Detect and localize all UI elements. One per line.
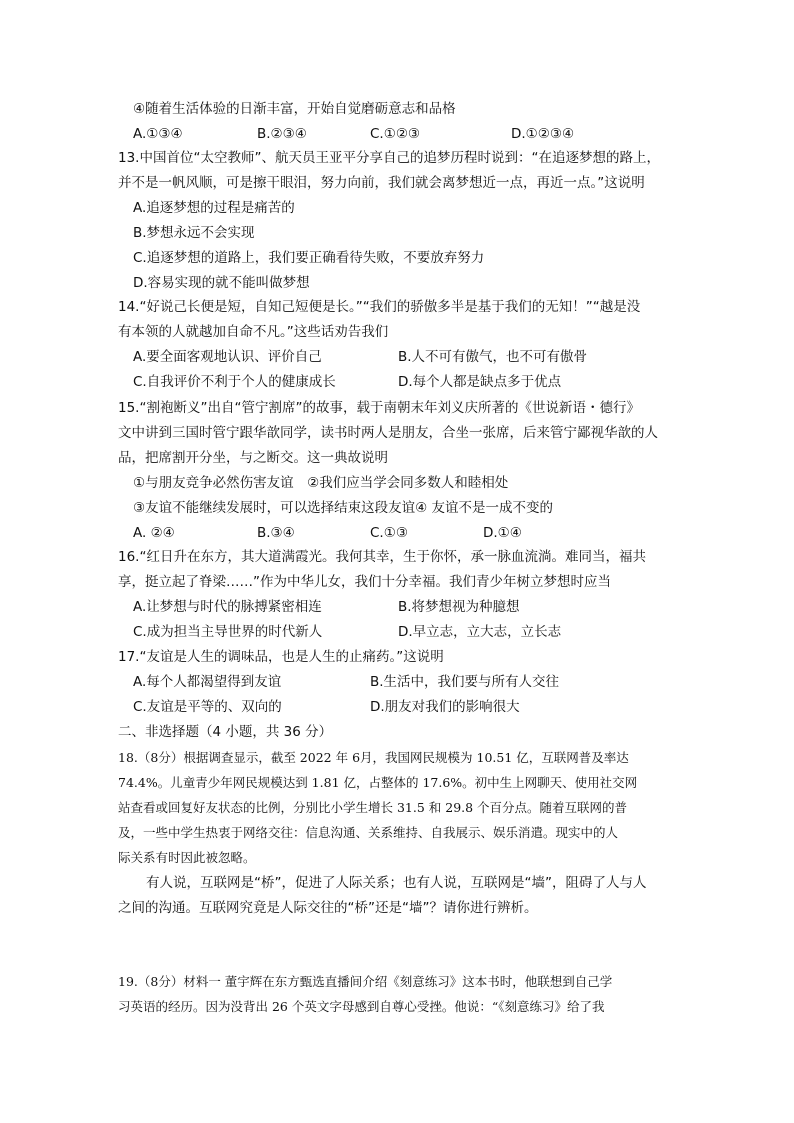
q15-stem-line: 文中讲到三国时管宁跟华歆同学，读书时两人是朋友，合坐一张席，后来管宁鄙视华歆的人	[118, 425, 658, 441]
q18-question-line: 有人说，互联网是“桥”，促进了人际关系；也有人说，互联网是“墙”，阻碍了人与人	[146, 875, 647, 891]
section-2-title: 二、非选择题（4 小题，共 36 分）	[118, 724, 333, 740]
q13-stem-line: 13.中国首位“太空教师”、航天员王亚平分享自己的追梦历程时说到：“在追逐梦想的路上，	[118, 150, 660, 166]
q15-items-line: ③友谊不能继续发展时，可以选择结束这段友谊④ 友谊不是一成不变的	[133, 500, 553, 516]
q16-stem-line: 16.“红日升在东方，其大道满霞光。我何其幸，生于你怀，承一脉血流淌。难同当，福共	[118, 549, 646, 565]
q17-option-c: C.友谊是平等的、双向的	[133, 699, 282, 715]
q13-option-c: C.追逐梦想的道路上，我们要正确看待失败，不要放弃努力	[133, 250, 485, 266]
q14-option-a: A.要全面客观地认识、评价自己	[133, 349, 322, 365]
q16-option-c: C.成为担当主导世界的时代新人	[133, 624, 323, 640]
q12-item-4: ④随着生活体验的日渐丰富，开始自觉磨砺意志和品格	[133, 101, 456, 117]
q16-option-a: A.让梦想与时代的脉搏紧密相连	[133, 599, 322, 615]
q17-stem: 17.“友谊是人生的调味品，也是人生的止痛药。”这说明	[118, 649, 444, 665]
q18-material-line: 及，一些中学生热衷于网络交往：信息沟通、关系维持、自我展示、娱乐消遣。现实中的人	[118, 825, 619, 840]
q16-option-b: B.将梦想视为种臆想	[398, 599, 520, 615]
q13-option-b: B.梦想永远不会实现	[133, 225, 255, 241]
q14-option-c: C.自我评价不利于个人的健康成长	[133, 374, 336, 390]
q15-option-c: C.①③	[370, 525, 408, 541]
q13-option-a: A.追逐梦想的过程是痛苦的	[133, 200, 295, 216]
q17-option-a: A.每个人都渴望得到友谊	[133, 674, 282, 690]
q14-stem-line: 14.“好说己长便是短，自知己短便是长。”“我们的骄傲多半是基于我们的无知！”“越是没	[118, 299, 641, 315]
q17-option-b: B.生活中，我们要与所有人交往	[370, 674, 560, 690]
q15-option-b: B.③④	[257, 525, 295, 541]
q15-stem-line: 15.“割袍断义”出自“管宁割席”的故事，载于南朝末年刘义庆所著的《世说新语・德行》	[118, 400, 640, 416]
q18-question-line: 之间的沟通。互联网究竟是人际交往的“桥”还是“墙”？请你进行辨析。	[118, 900, 538, 916]
q19-material-line: 19.（8分）材料一 董宇辉在东方甄选直播间介绍《刻意练习》这本书时，他联想到自己学	[118, 974, 613, 989]
q12-option-c: C.①②③	[370, 126, 421, 142]
q14-option-d: D.每个人都是缺点多于优点	[398, 374, 562, 390]
q13-stem-line: 并不是一帆风顺，可是擦干眼泪，努力向前，我们就会离梦想近一点，再近一点。”这说明	[118, 175, 645, 191]
q14-option-b: B.人不可有傲气，也不可有傲骨	[398, 349, 588, 365]
q18-material-line: 18.（8分）根据调查显示，截至 2022 年 6月，我国网民规模为 10.51 亿，互联网普及率达	[118, 750, 629, 765]
q15-stem-line: 品，把席割开分坐，与之断交。这一典故说明	[118, 450, 388, 466]
q18-material-line: 74.4%。儿童青少年网民规模达到 1.81 亿，占整体的 17.6%。初中生上网聊天、使用社交网	[118, 775, 638, 790]
q17-option-d: D.朋友对我们的影响很大	[370, 699, 520, 715]
q15-option-a: A. ②④	[133, 525, 175, 541]
q19-material-line: 习英语的经历。因为没背出 26 个英文字母感到自尊心受挫。他说：“《刻意练习》给了我	[118, 999, 605, 1014]
q14-stem-line: 有本领的人就越加自命不凡。”这些话劝告我们	[118, 324, 389, 340]
q12-option-d: D.①②③④	[511, 126, 575, 142]
q16-option-d: D.早立志，立大志，立长志	[398, 624, 562, 640]
q15-option-d: D.①④	[483, 525, 522, 541]
q18-material-line: 站查看或回复好友状态的比例，分别比小学生增长 31.5 和 29.8 个百分点。随着互联网的普	[118, 800, 628, 815]
q13-option-d: D.容易实现的就不能叫做梦想	[133, 275, 310, 291]
q12-option-a: A.①③④	[133, 126, 183, 142]
q18-material-line: 际关系有时因此被忽略。	[118, 850, 256, 865]
q15-items-line: ①与朋友竞争必然伤害友谊 ②我们应当学会同多数人和睦相处	[133, 475, 509, 491]
q12-option-b: B.②③④	[257, 126, 307, 142]
q16-stem-line: 享，挺立起了脊梁……”作为中华儿女，我们十分幸福。我们青少年树立梦想时应当	[118, 574, 611, 590]
